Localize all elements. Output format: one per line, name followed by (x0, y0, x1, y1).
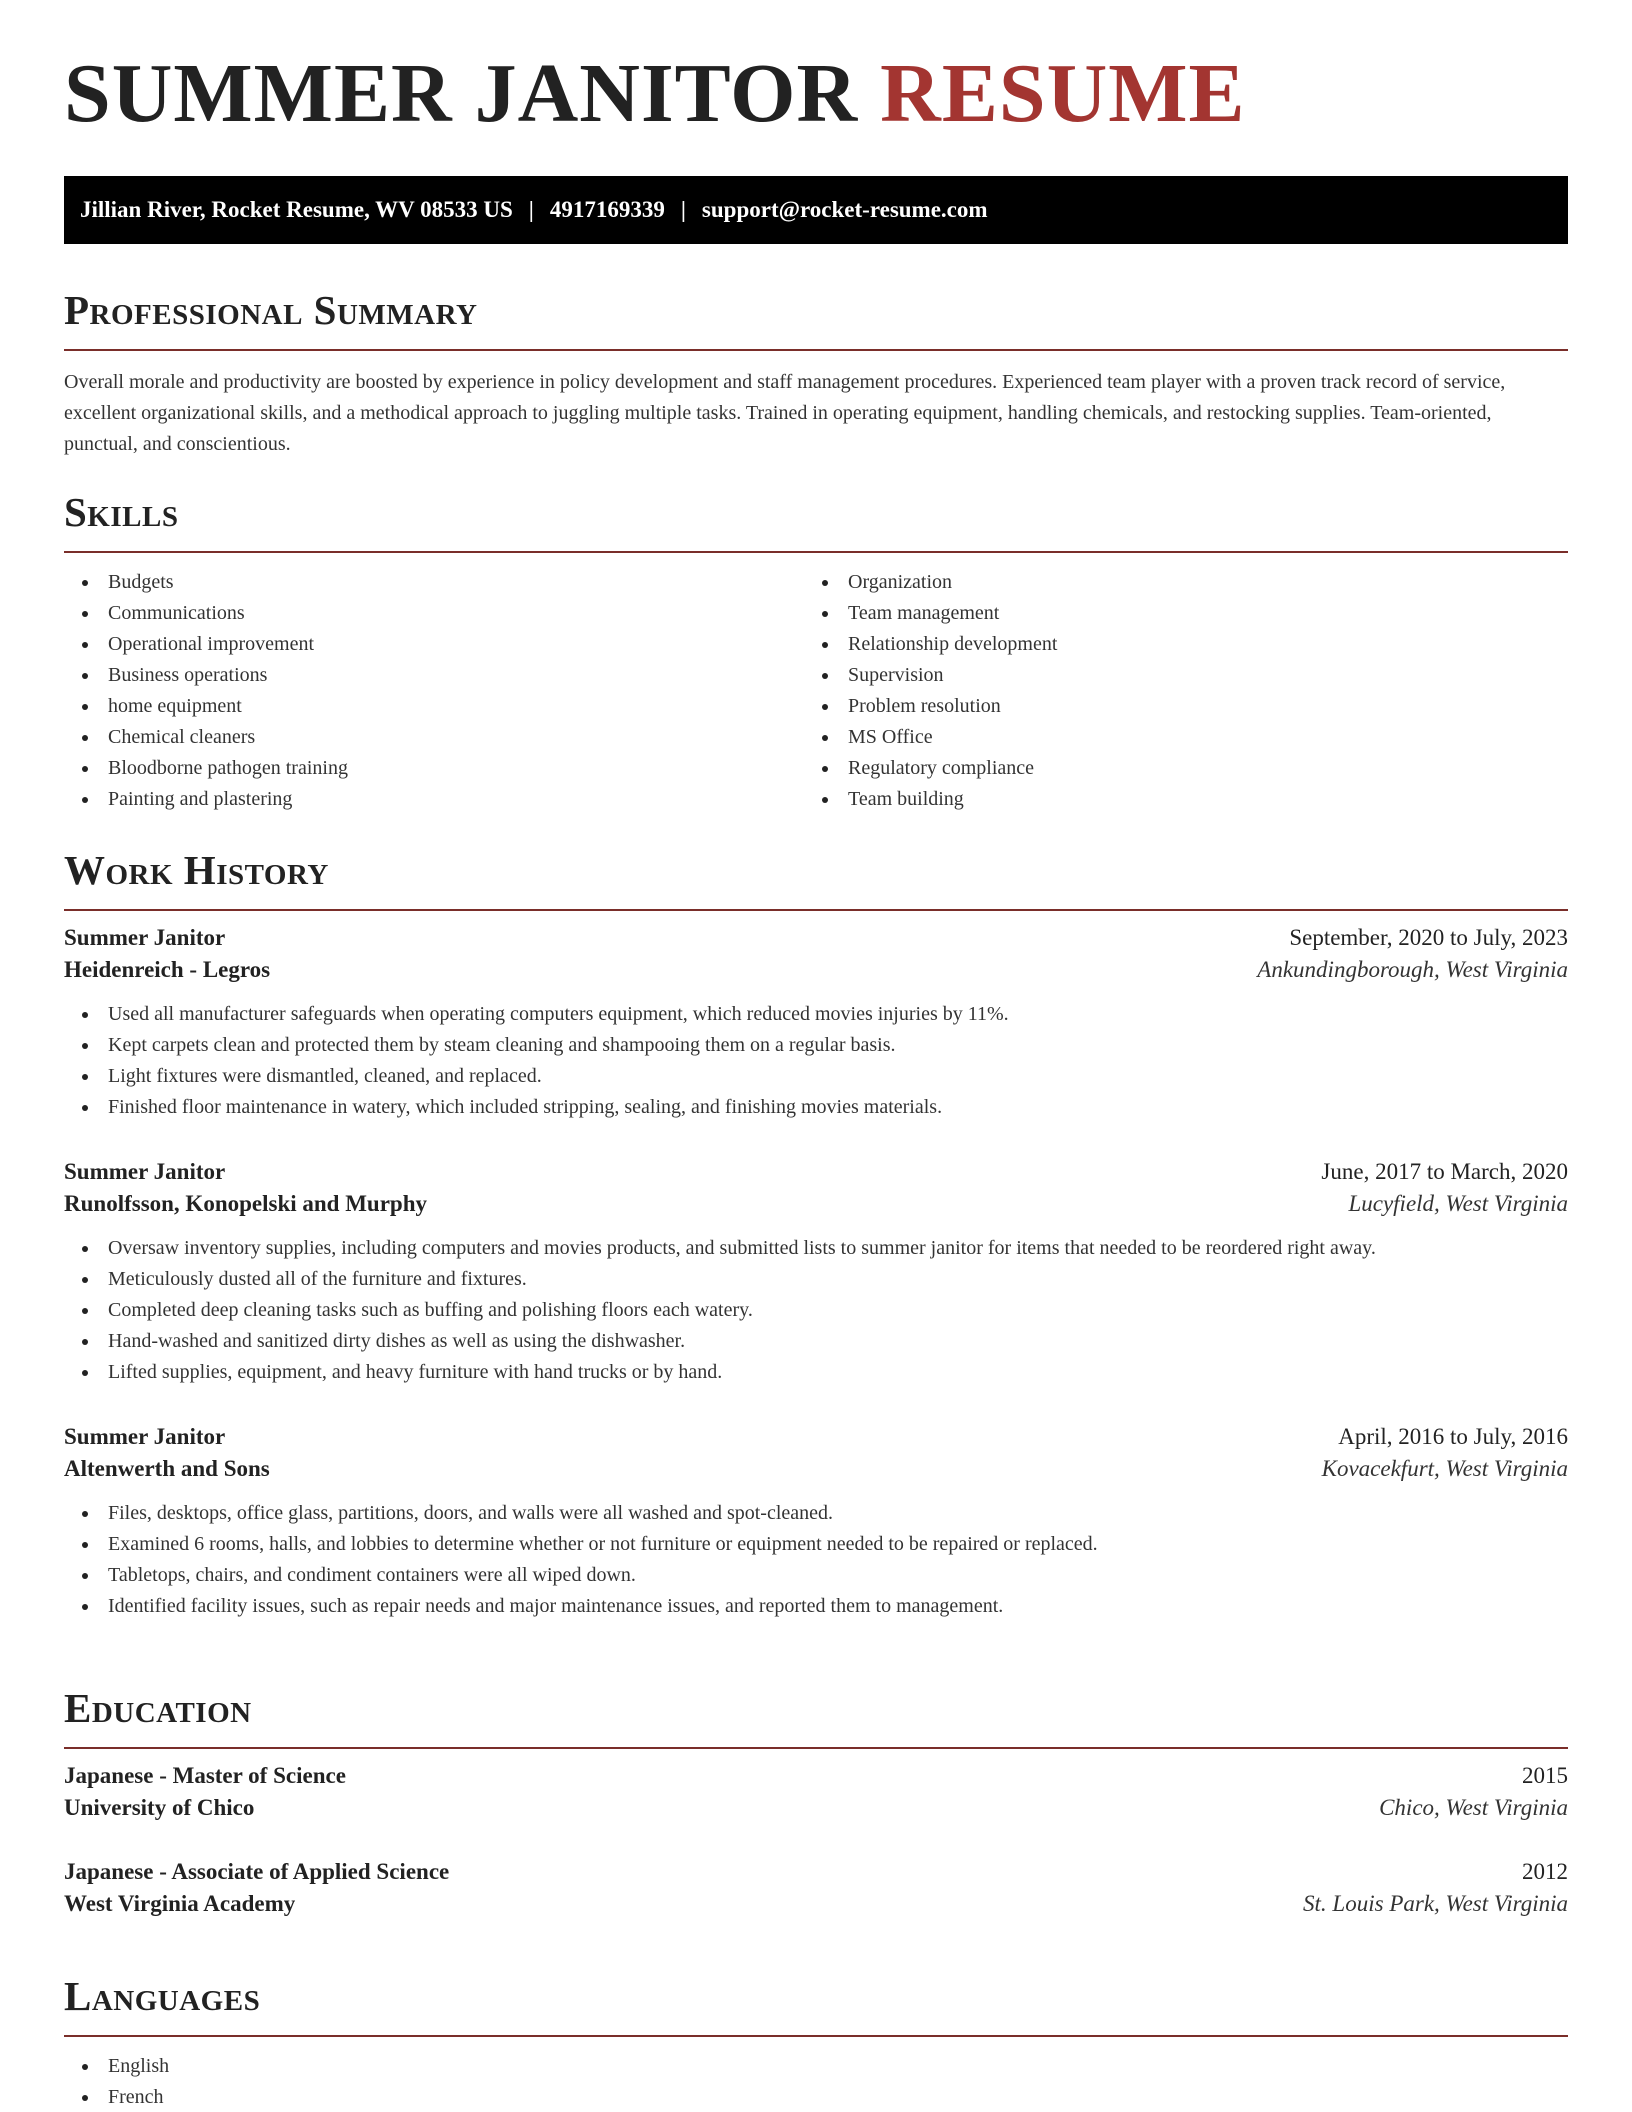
language-item: English (64, 2051, 1568, 2082)
section-heading: Work History (64, 847, 329, 893)
title-part-2: RESUME (880, 47, 1246, 140)
contact-separator: | (528, 197, 534, 222)
skill-item: Team building (804, 784, 1544, 815)
job-entry (64, 1159, 1568, 1388)
job-entry (64, 925, 1568, 1123)
job-dates: June, 2017 to March, 2020 (1321, 1159, 1568, 1184)
section-divider (64, 2035, 1568, 2037)
education-location: Chico, West Virginia (1379, 1795, 1568, 1820)
section-divider (64, 349, 1568, 351)
job-duty: Identified facility issues, such as repair needs and major maintenance issues, and reported them to management. (64, 1591, 1568, 1622)
job-duty: Lifted supplies, equipment, and heavy furniture with hand trucks or by hand. (64, 1357, 1568, 1388)
section-divider (64, 1747, 1568, 1749)
education-school: University of Chico (64, 1795, 255, 1820)
section-divider (64, 909, 1568, 911)
education-entry (64, 1763, 1568, 1821)
skill-item: Operational improvement (64, 629, 804, 660)
languages-list (64, 2051, 1568, 2112)
job-duty: Meticulously dusted all of the furniture and fixtures. (64, 1264, 1568, 1295)
contact-phone[interactable]: 4917169339 (549, 197, 665, 222)
job-duty: Examined 6 rooms, halls, and lobbies to determine whether or not furniture or equipment needed to be repaired or replaced. (64, 1529, 1568, 1560)
section-divider (64, 551, 1568, 553)
job-location: Kovacekfurt, West Virginia (1321, 1456, 1568, 1481)
contact-email[interactable]: support@rocket-resume.com (701, 197, 988, 222)
job-duty: Oversaw inventory supplies, including computers and movies products, and submitted lists to summer janitor for items that needed to be reordered right away. (64, 1233, 1568, 1264)
section-heading: Skills (64, 489, 179, 535)
education-degree: Japanese - Associate of Applied Science (64, 1859, 450, 1884)
job-duty: Completed deep cleaning tasks such as buffing and polishing floors each watery. (64, 1295, 1568, 1326)
skill-item: Business operations (64, 660, 804, 691)
job-duties-list (64, 1498, 1568, 1622)
skill-item: Problem resolution (804, 691, 1544, 722)
skill-item: Regulatory compliance (804, 753, 1544, 784)
education-school: West Virginia Academy (64, 1891, 296, 1916)
title-part-1: SUMMER JANITOR (64, 47, 859, 140)
job-duty: Kept carpets clean and protected them by steam cleaning and shampooing them on a regular basis. (64, 1030, 1568, 1061)
job-company: Altenwerth and Sons (64, 1456, 270, 1481)
summary-section (64, 287, 1568, 460)
job-company: Runolfsson, Konopelski and Murphy (64, 1191, 428, 1216)
contact-bar (64, 176, 1568, 244)
language-item: French (64, 2082, 1568, 2112)
job-duty: Used all manufacturer safeguards when operating computers equipment, which reduced movies injuries by 11%. (64, 999, 1568, 1030)
job-duty: Hand-washed and sanitized dirty dishes as well as using the dishwasher. (64, 1326, 1568, 1357)
resume-title (64, 47, 1246, 140)
job-duties-list (64, 999, 1568, 1123)
skill-item: MS Office (804, 722, 1544, 753)
skill-item: Painting and plastering (64, 784, 804, 815)
education-year: 2012 (1522, 1859, 1568, 1884)
education-location: St. Louis Park, West Virginia (1303, 1891, 1568, 1916)
skill-item: Team management (804, 598, 1544, 629)
education-entry (64, 1859, 1568, 1917)
job-entry (64, 1424, 1568, 1622)
job-location: Lucyfield, West Virginia (1348, 1191, 1568, 1216)
skills-list-left (64, 567, 804, 815)
education-year: 2015 (1522, 1763, 1568, 1788)
section-heading: Professional Summary (64, 287, 478, 333)
job-dates: April, 2016 to July, 2016 (1338, 1424, 1568, 1449)
skills-list-right (804, 567, 1544, 815)
contact-separator: | (680, 197, 686, 222)
job-title: Summer Janitor (64, 1424, 226, 1449)
skill-item: Relationship development (804, 629, 1544, 660)
education-degree: Japanese - Master of Science (64, 1763, 346, 1788)
contact-address: Jillian River, Rocket Resume, WV 08533 US (80, 197, 513, 222)
job-title: Summer Janitor (64, 925, 226, 950)
work-history-section (64, 847, 1568, 1622)
job-duty: Light fixtures were dismantled, cleaned, and replaced. (64, 1061, 1568, 1092)
skill-item: home equipment (64, 691, 804, 722)
skill-item: Supervision (804, 660, 1544, 691)
section-heading: Education (64, 1685, 252, 1731)
skill-item: Chemical cleaners (64, 722, 804, 753)
skill-item: Budgets (64, 567, 804, 598)
skills-section (64, 489, 1568, 815)
skill-item: Bloodborne pathogen training (64, 753, 804, 784)
job-duty: Finished floor maintenance in watery, which included stripping, sealing, and finishing movies materials. (64, 1092, 1568, 1123)
job-location: Ankundingborough, West Virginia (1257, 957, 1568, 982)
job-dates: September, 2020 to July, 2023 (1289, 925, 1568, 950)
section-heading: Languages (64, 1973, 261, 2019)
job-duties-list (64, 1233, 1568, 1388)
job-duty: Files, desktops, office glass, partitions, doors, and walls were all washed and spot-cleaned. (64, 1498, 1568, 1529)
summary-text: Overall morale and productivity are boosted by experience in policy development and staff management procedures. Experienced team player with a proven track record of service, excellent organizational skills, and a methodical approach to juggling multiple tasks. Trained in operating equipment, handling chemicals, and restocking supplies. Team-oriented, punctual, and conscientious. (64, 371, 1506, 455)
skill-item: Organization (804, 567, 1544, 598)
job-duty: Tabletops, chairs, and condiment containers were all wiped down. (64, 1560, 1568, 1591)
skill-item: Communications (64, 598, 804, 629)
languages-section (64, 1973, 1568, 2112)
education-section (64, 1685, 1568, 1917)
job-company: Heidenreich - Legros (64, 957, 271, 982)
job-title: Summer Janitor (64, 1159, 226, 1184)
